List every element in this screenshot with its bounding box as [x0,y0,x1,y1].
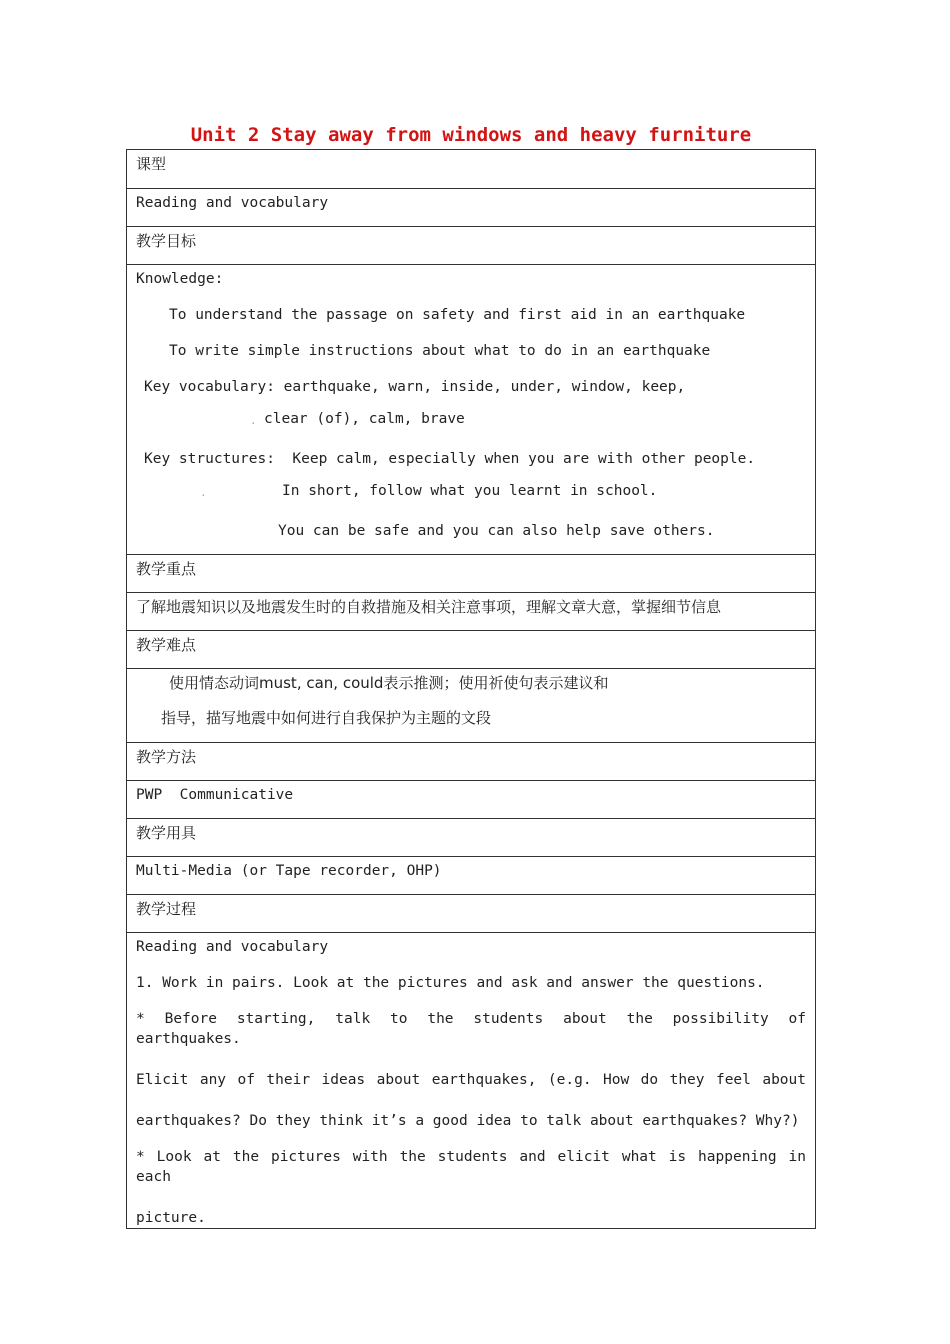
knowledge-heading: Knowledge: [136,271,224,287]
vocabulary-line: clear (of), calm, brave [264,411,465,427]
bullet-dot: . [250,414,257,427]
document-title: Unit 2 Stay away from windows and heavy furniture [190,124,752,146]
table-row [127,933,816,1229]
table-row [127,189,816,227]
objectives-label [127,227,816,265]
course-type-label [127,150,816,189]
paragraph-line: Elicit any of their ideas about earthquakes, (e.g. How do they feel about [136,1072,806,1088]
process-heading: Reading and vocabulary [136,939,329,955]
paragraph-line: picture. [136,1210,206,1226]
paragraph-line: * Look at the pictures with the students and elicit what is happening in each [136,1149,806,1185]
difficulties-content [127,669,816,743]
content-text: Multi-Media (or Tape recorder, OHP) [136,863,442,879]
bullet-dot: . [200,486,207,499]
table-row [127,781,816,819]
objective-line: To write simple instructions about what to do in an earthquake [169,343,711,359]
label-text: 课型 [136,155,167,173]
structure-line: In short, follow what you learnt in school. [282,483,658,499]
content-text: Reading and vocabulary [136,195,329,211]
structure-line: You can be safe and you can also help save others. [278,523,715,539]
content-text: 了解地震知识以及地震发生时的自救措施及相关注意事项，理解文章大意，掌握细节信息 [136,598,722,616]
difficulties-label [127,631,816,669]
methods-label [127,743,816,781]
structure-line: Key structures: Keep calm, especially when you are with other people. [144,451,756,467]
table-row [127,265,816,555]
table-row [127,857,816,895]
objective-line: To understand the passage on safety and first aid in an earthquake [169,307,746,323]
difficulty-line: 指导，描写地震中如何进行自我保护为主题的文段 [161,709,492,727]
label-text: 教学目标 [136,232,197,250]
table-row [127,150,816,189]
process-content [127,933,816,1229]
label-text: 教学难点 [136,636,197,654]
key-points-content [127,593,816,631]
course-type-content [127,189,816,227]
key-points-label [127,555,816,593]
table-row [127,593,816,631]
process-label [127,895,816,933]
label-text: 教学过程 [136,900,197,918]
table-row [127,895,816,933]
process-step: 1. Work in pairs. Look at the pictures and ask and answer the questions. [136,975,765,991]
table-row [127,631,816,669]
table-row [127,819,816,857]
table-row [127,227,816,265]
table-row [127,669,816,743]
tools-label [127,819,816,857]
lesson-plan-table [126,149,816,1229]
label-text: 教学用具 [136,824,197,842]
difficulty-line: 使用情态动词must, can, could表示推测；使用祈使句表示建议和 [169,674,609,692]
table-row [127,743,816,781]
tools-content [127,857,816,895]
methods-content [127,781,816,819]
process-paragraph [136,1009,806,1228]
vocabulary-line: Key vocabulary: earthquake, warn, inside, under, window, keep, [144,379,686,395]
label-text: 教学方法 [136,748,197,766]
table-row [127,555,816,593]
label-text: 教学重点 [136,560,197,578]
content-text: PWP Communicative [136,787,294,803]
paragraph-line: earthquakes? Do they think it’s a good idea to talk about earthquakes? Why?) [136,1113,800,1129]
paragraph-line: * Before starting, talk to the students about the possibility of earthquakes. [136,1011,806,1047]
objectives-content [127,265,816,555]
